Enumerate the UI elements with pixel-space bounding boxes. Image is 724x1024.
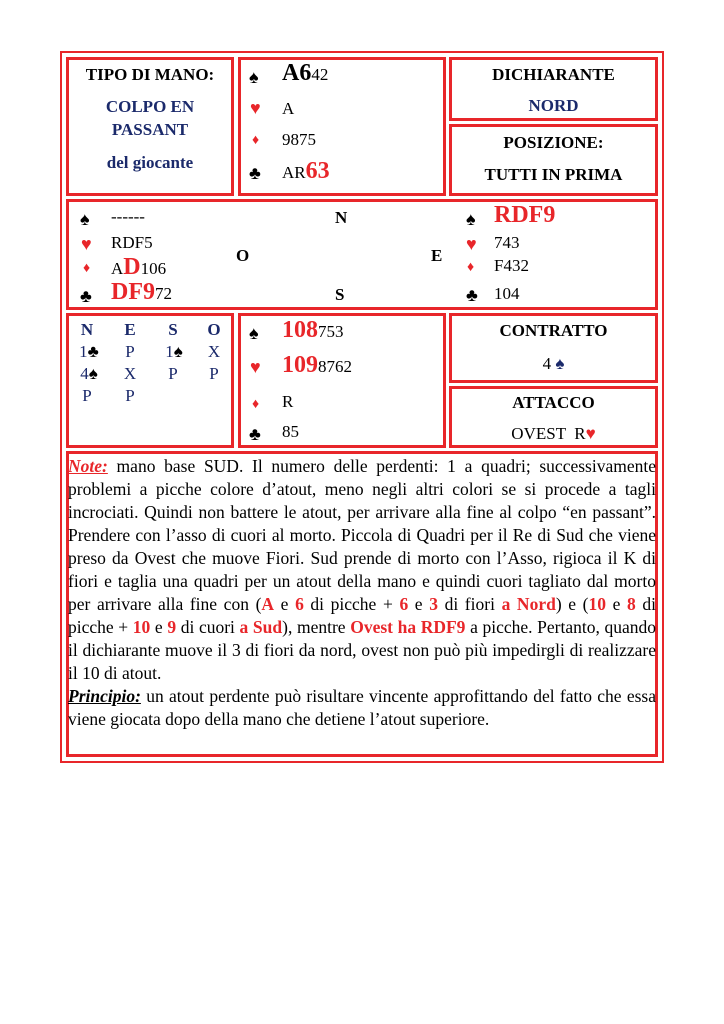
west-hearts: RDF5 (111, 233, 153, 252)
bid-cell: P (82, 386, 92, 405)
north-hearts: A (282, 99, 295, 118)
bid-cell: 4♠ (80, 364, 98, 383)
bidding-header-e: E (124, 320, 136, 339)
middle-row-box (66, 199, 658, 310)
west-clubs: DF972 (111, 279, 172, 305)
hand-type-box (66, 57, 234, 196)
heart-icon: ♥ (585, 424, 596, 443)
diamond-icon: ♦ (252, 397, 260, 412)
declarer-label: DICHIARANTE (492, 65, 615, 84)
bidding-header-s: S (168, 320, 178, 339)
vulnerability-label: POSIZIONE: (503, 133, 604, 152)
spade-icon: ♠ (249, 323, 259, 343)
contract-value: 4 ♠ (542, 354, 565, 373)
west-diamonds: AD106 (111, 254, 167, 280)
bid-cell: P (209, 364, 219, 383)
bid-cell: P (125, 342, 135, 361)
hand-type-line2: PASSANT (111, 120, 189, 139)
south-hand-box (238, 313, 446, 448)
bidding-header-o: O (207, 320, 221, 339)
south-spades: 108753 (282, 317, 344, 343)
north-diamonds: 9875 (282, 130, 316, 149)
notes-label: Note: (68, 456, 108, 476)
diamond-icon: ♦ (83, 261, 91, 276)
east-clubs: 104 (494, 284, 520, 303)
compass-west: O (236, 246, 250, 265)
hand-type-line1: COLPO EN (105, 97, 195, 116)
west-spades: ------ (111, 207, 145, 226)
contract-label: CONTRATTO (499, 321, 608, 340)
heart-icon: ♥ (250, 98, 261, 118)
lead-value: OVEST R♥ (511, 424, 596, 443)
heart-icon: ♥ (250, 357, 261, 377)
spade-icon: ♠ (249, 67, 259, 87)
north-spades: A642 (282, 60, 329, 86)
bid-cell: 1♣ (79, 342, 99, 361)
notes-text: Note: mano base SUD. Il numero delle perdenti: 1 a quadri; successivamente problemi a picche colore d’atout, meno negli altri colori se si procede a tagli incrociati. Quindi non battere le atout, per arrivare alla fine al colpo “en passant”. Prendere con l’asso di cuori al morto. Piccola di Quadri per il Re di Sud che viene preso da Ovest che muove Fiori. Sud prende di morto con l’Asso, rigioca il K di fiori e taglia una quadri per un atout della mano e quindi cuori tagliato dal morto per arrivare alla fine con (A e 6 di picche + 6 e 3 di fiori a Nord) e (10 e 8 di picche + 10 e 9 di cuori a Sud), mentre Ovest ha RDF9 a picche. Pertanto, quando il dichiarante muove il 3 di fiori da nord, ovest non può più impedirgli di realizzare il 10 di atout. Principio: un atout perdente può risultare vincente approfittando del fatto che essa viene giocata dopo della mano che detiene l’atout superiore. (68, 456, 656, 729)
spade-icon: ♠ (466, 209, 476, 229)
south-hearts: 1098762 (282, 352, 352, 378)
lead-label: ATTACCO (512, 393, 595, 412)
club-icon: ♣ (466, 285, 478, 305)
club-icon: ♣ (249, 163, 261, 183)
spade-icon: ♠ (555, 354, 565, 373)
vulnerability-value: TUTTI IN PRIMA (484, 165, 623, 184)
south-diamonds: R (282, 392, 294, 411)
declarer-value: NORD (528, 96, 579, 115)
lead-box (449, 386, 658, 448)
hand-type-label: TIPO DI MANO: (85, 65, 215, 84)
east-spades: RDF9 (494, 202, 556, 228)
principle-text: un atout perdente può risultare vincente approfittando del fatto che essa viene giocata dopo della mano che detiene l’atout superiore. (68, 686, 656, 729)
bid-cell: P (125, 386, 135, 405)
vulnerability-box (449, 124, 658, 196)
diamond-icon: ♦ (252, 133, 260, 148)
bid-cell: X (123, 364, 137, 383)
bid-cell: X (207, 342, 221, 361)
club-icon: ♣ (80, 286, 92, 306)
heart-icon: ♥ (466, 234, 477, 254)
compass-east: E (431, 246, 443, 265)
club-icon: ♣ (249, 424, 261, 444)
principle-label: Principio: (68, 686, 141, 706)
diamond-icon: ♦ (467, 260, 475, 275)
north-clubs: AR63 (282, 158, 330, 184)
bidding-box (66, 313, 234, 448)
south-clubs: 85 (282, 422, 299, 441)
bidding-header-n: N (80, 320, 94, 339)
spade-icon: ♠ (80, 209, 90, 229)
compass-south: S (335, 285, 345, 304)
bid-cell: P (168, 364, 178, 383)
heart-icon: ♥ (81, 234, 92, 254)
bid-cell: 1♠ (165, 342, 183, 361)
compass-north: N (335, 208, 348, 227)
east-hearts: 743 (494, 233, 520, 252)
declarer-box (449, 57, 658, 121)
contract-box (449, 313, 658, 383)
east-diamonds: F432 (494, 256, 529, 275)
hand-type-line3: del giocante (106, 153, 194, 172)
north-hand-box (238, 57, 446, 196)
